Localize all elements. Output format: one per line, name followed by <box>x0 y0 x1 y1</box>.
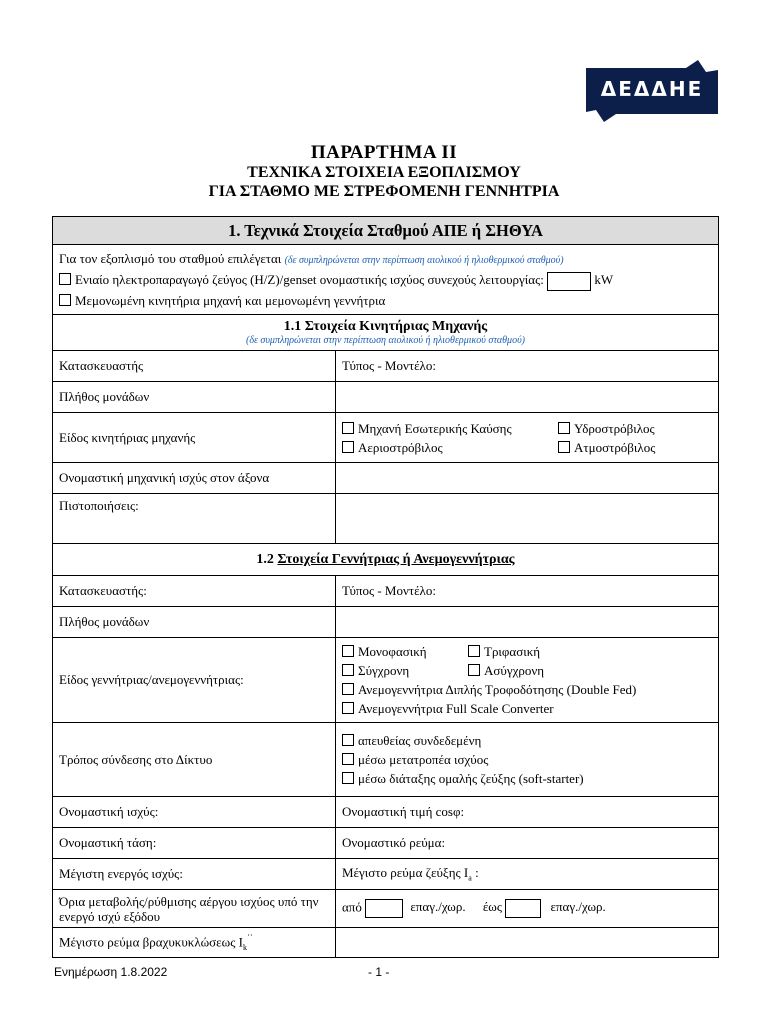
engine-type-row <box>53 413 719 463</box>
connection-option-converter-checkbox[interactable] <box>342 753 354 765</box>
generator-units-row <box>53 607 719 638</box>
section-1-header-row <box>53 217 719 245</box>
section-12-title: Στοιχεία Γεννήτριας ή Ανεμογεννήτριας <box>277 552 515 567</box>
max-active-row <box>53 859 719 890</box>
generator-manufacturer-label: Κατασκευαστής: <box>53 576 336 607</box>
engine-option-ice-checkbox[interactable] <box>342 422 354 434</box>
rated-voltage-row <box>53 828 719 859</box>
engine-option-gas: Αεριοστρόβιλος <box>342 439 558 456</box>
certifications-row <box>53 494 719 544</box>
rated-current-field[interactable]: Ονομαστικό ρεύμα: <box>336 828 719 859</box>
cosphi-field[interactable]: Ονομαστική τιμή cosφ: <box>336 797 719 828</box>
generator-manufacturer-row <box>53 576 719 607</box>
engine-power-row <box>53 463 719 494</box>
short-circuit-row <box>53 928 719 958</box>
genset-checkbox[interactable] <box>59 273 71 285</box>
to-unit-label: επαγ./χωρ. <box>550 899 606 915</box>
footer-updated: Ενημέρωση 1.8.2022 <box>54 965 168 979</box>
annex-title: ΠΑΡΑΡΤΗΜΑ ΙΙ <box>310 142 458 163</box>
rated-voltage-label: Ονομαστική τάση: <box>53 828 336 859</box>
gen-option-single-phase: Μονοφασική <box>342 642 468 661</box>
equipment-intro: Για τον εξοπλισμό του σταθμού επιλέγεται (δε συμπληρώνεται στην περίπτωση αιολικού ή ηλιοθερμικού σταθμού) <box>59 251 564 267</box>
generator-units-field[interactable] <box>336 607 719 638</box>
connection-row <box>53 723 719 797</box>
separate-engine-option: Μεμονωμένη κινητήρια μηχανή και μεμονωμένη γεννήτρια <box>59 291 712 310</box>
connection-option-direct: απευθείας συνδεδεμένη <box>342 731 712 750</box>
from-unit-label: επαγ./χωρ. <box>410 899 466 915</box>
generator-type-grid <box>342 642 712 680</box>
generator-type-label: Είδος γεννήτριας/ανεμογεννήτριας: <box>53 638 336 723</box>
connection-option-soft-starter-checkbox[interactable] <box>342 772 354 784</box>
short-circuit-field[interactable] <box>336 928 719 958</box>
gen-option-synchronous: Σύγχρονη <box>342 661 468 680</box>
reactive-to-input[interactable] <box>505 899 541 918</box>
reactive-limits-row <box>53 890 719 928</box>
gen-option-double-fed-checkbox[interactable] <box>342 683 354 695</box>
connection-option-direct-checkbox[interactable] <box>342 734 354 746</box>
engine-option-gas-checkbox[interactable] <box>342 441 354 453</box>
certifications-label: Πιστοποιήσεις: <box>53 494 336 544</box>
separate-engine-checkbox[interactable] <box>59 294 71 306</box>
rated-power-label: Ονομαστική ισχύς: <box>53 797 336 828</box>
coupling-current-field[interactable]: Μέγιστο ρεύμα ζεύξης $I_a$ : <box>336 859 719 890</box>
dedde-logo <box>586 60 718 122</box>
from-label: από <box>342 899 362 915</box>
to-label: έως <box>482 899 503 915</box>
engine-power-field[interactable] <box>336 463 719 494</box>
rated-power-row <box>53 797 719 828</box>
gen-option-three-phase-checkbox[interactable] <box>468 645 480 657</box>
gen-option-asynchronous-checkbox[interactable] <box>468 664 480 676</box>
engine-option-ice: Μηχανή Εσωτερικής Καύσης <box>342 420 558 437</box>
section-1-title: 1. Τεχνικά Στοιχεία Σταθμού ΑΠΕ ή ΣΗΘΥΑ <box>53 217 719 245</box>
max-active-label: Μέγιστη ενεργός ισχύς: <box>53 859 336 890</box>
short-circuit-label: Μέγιστο ρεύμα βραχυκυκλώσεως $I_k^{΄΄}$ <box>53 928 336 958</box>
engine-model-field[interactable]: Τύπος - Μοντέλο: <box>336 351 719 382</box>
engine-type-label: Είδος κινητήριας μηχανής <box>53 413 336 463</box>
equipment-choice-row <box>53 245 719 315</box>
engine-manufacturer-label: Κατασκευαστής <box>53 351 336 382</box>
engine-option-steam: Ατμοστρόβιλος <box>558 439 688 456</box>
genset-option: Ενιαίο ηλεκτροπαραγωγό ζεύγος (Η/Ζ)/genset ονομαστικής ισχύος συνεχούς λειτουργίας: kW <box>59 270 712 291</box>
annex-subtitle-2: ΓΙΑ ΣΤΑΘΜΟ ΜΕ ΣΤΡΕΦΟΜΕΝΗ ΓΕΝΝΗΤΡΙΑ <box>208 183 560 200</box>
section-11-title: 1.1 Στοιχεία Κινητήριας Μηχανής <box>283 319 488 334</box>
gen-option-single-phase-checkbox[interactable] <box>342 645 354 657</box>
footer-page-number: - 1 - <box>368 965 390 979</box>
section-12-number: 1.2 <box>256 552 278 567</box>
equipment-intro-note: (δε συμπληρώνεται στην περίπτωση αιολικού ή ηλιοθερμικού σταθμού) <box>284 255 564 267</box>
gen-option-asynchronous: Ασύγχρονη <box>468 661 618 680</box>
generator-model-field[interactable]: Τύπος - Μοντέλο: <box>336 576 719 607</box>
connection-label: Τρόπος σύνδεσης στο Δίκτυο <box>53 723 336 797</box>
certifications-field[interactable] <box>336 494 719 544</box>
engine-manufacturer-row <box>53 351 719 382</box>
generator-units-label: Πλήθος μονάδων <box>53 607 336 638</box>
section-11-header-row <box>53 315 719 351</box>
logo-text: ΔΕΔΔΗΕ <box>600 77 704 101</box>
gen-option-full-converter-checkbox[interactable] <box>342 702 354 714</box>
gen-option-double-fed: Ανεμογεννήτρια Διπλής Τροφοδότησης (Double Fed) <box>342 680 712 699</box>
equipment-form-table <box>52 216 719 958</box>
engine-option-hydro-checkbox[interactable] <box>558 422 570 434</box>
engine-option-hydro: Υδροστρόβιλος <box>558 420 688 437</box>
gen-option-synchronous-checkbox[interactable] <box>342 664 354 676</box>
generator-type-row <box>53 638 719 723</box>
connection-option-soft-starter: μέσω διάταξης ομαλής ζεύξης (soft-starter) <box>342 769 712 788</box>
reactive-from-input[interactable] <box>365 899 403 918</box>
gen-option-three-phase: Τριφασική <box>468 642 618 661</box>
engine-units-field[interactable] <box>336 382 719 413</box>
reactive-limits-label: Όρια μεταβολής/ρύθμισης αέργου ισχύος υπό την ενεργό ισχύ εξόδου <box>53 890 336 928</box>
engine-option-steam-checkbox[interactable] <box>558 441 570 453</box>
section-11-note: (δε συμπληρώνεται στην περίπτωση αιολικού ή ηλιοθερμικού σταθμού) <box>245 335 525 346</box>
engine-type-options <box>342 416 712 460</box>
annex-subtitle-1: ΤΕΧΝΙΚΑ ΣΤΟΙΧΕΙΑ ΕΞΟΠΛΙΣΜΟΥ <box>247 164 521 181</box>
connection-option-converter: μέσω μετατροπέα ισχύος <box>342 750 712 769</box>
engine-units-label: Πλήθος μονάδων <box>53 382 336 413</box>
section-12-header-row <box>53 544 719 576</box>
engine-power-label: Ονομαστική μηχανική ισχύς στον άξονα <box>53 463 336 494</box>
genset-power-input[interactable] <box>547 272 591 291</box>
gen-option-full-converter: Ανεμογεννήτρια Full Scale Converter <box>342 699 712 718</box>
engine-units-row <box>53 382 719 413</box>
